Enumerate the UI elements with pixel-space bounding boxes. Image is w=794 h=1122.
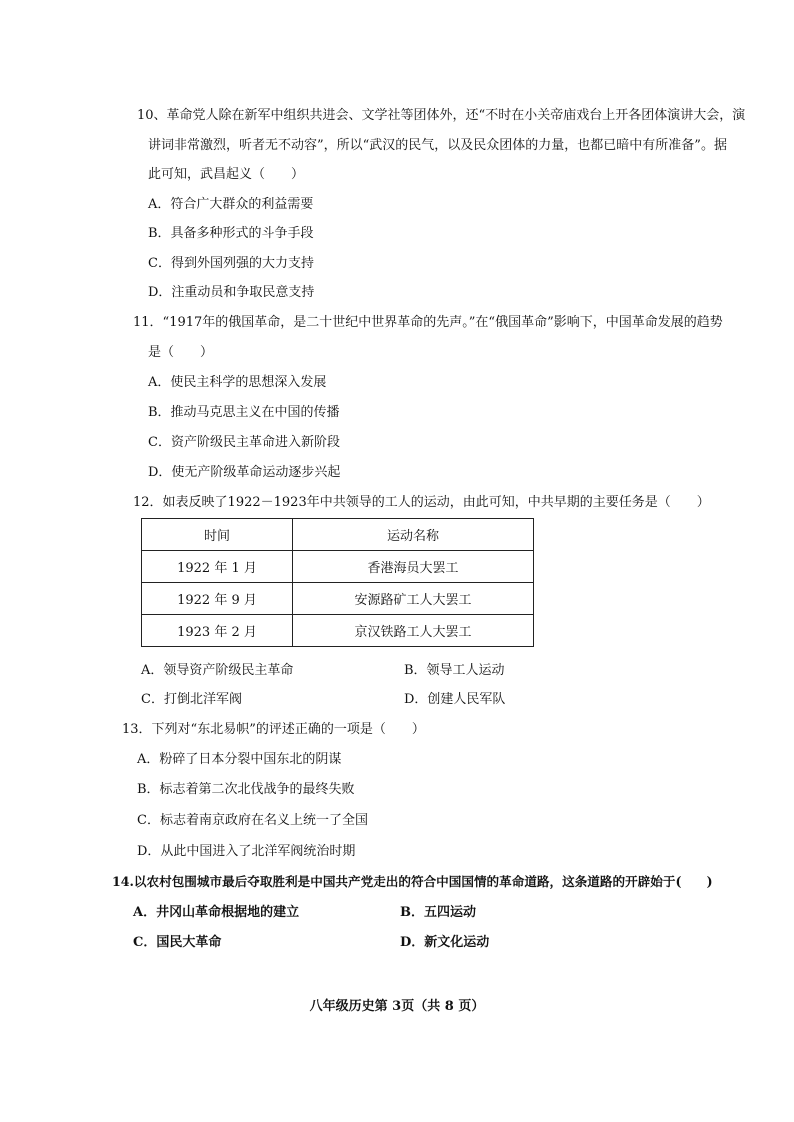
q14-option-d: D．新文化运动 bbox=[400, 935, 490, 950]
q12-option-d: D．创建人民军队 bbox=[404, 692, 506, 707]
table-cell-movement: 安源路矿工人大罢工 bbox=[293, 583, 534, 615]
q10-option-a: A．符合广大群众的利益需要 bbox=[148, 197, 314, 212]
q10-stem-line1: 10、革命党人除在新军中组织共进会、文学社等团体外，还“不时在小关帝庙戏台上开各团体演讲大会，演 bbox=[137, 108, 746, 123]
q10-option-c: C．得到外国列强的大力支持 bbox=[148, 256, 314, 271]
q13-option-c: C．标志着南京政府在名义上统一了全国 bbox=[137, 813, 368, 828]
q11-option-b: B．推动马克思主义在中国的传播 bbox=[148, 405, 340, 420]
q11-option-a: A．使民主科学的思想深入发展 bbox=[148, 375, 327, 390]
q11-option-c: C．资产阶级民主革命进入新阶段 bbox=[148, 435, 340, 450]
q10-option-d: D．注重动员和争取民意支持 bbox=[148, 285, 315, 300]
labor-movement-table bbox=[141, 518, 534, 647]
q11-stem-line1: 11．“1917年的俄国革命，是二十世纪中世界革命的先声。”在“俄国革命”影响下，中国革命发展的趋势 bbox=[133, 315, 723, 330]
q13-option-d: D．从此中国进入了北洋军阀统治时期 bbox=[137, 844, 356, 859]
q14-stem-line1: 14.以农村包围城市最后夺取胜利是中国共产党走出的符合中国国情的革命道路，这条道路的开辟始于( ) bbox=[112, 874, 713, 889]
q14-option-c: C．国民大革命 bbox=[133, 935, 222, 950]
table-cell-time: 1922 年 1 月 bbox=[142, 551, 293, 583]
table-header-movement: 运动名称 bbox=[293, 519, 534, 551]
q14-option-a: A．井冈山革命根据地的建立 bbox=[133, 905, 300, 920]
q12-option-a: A．领导资产阶级民主革命 bbox=[141, 663, 294, 678]
q12-option-b: B．领导工人运动 bbox=[404, 663, 505, 678]
q11-stem-line2: 是（ ） bbox=[148, 345, 214, 360]
page-footer: 八年级历史第 3页（共 8 页） bbox=[309, 999, 485, 1014]
q13-option-b: B．标志着第二次北伐战争的最终失败 bbox=[137, 782, 355, 797]
table-cell-time: 1922 年 9 月 bbox=[142, 583, 293, 615]
q10-stem-line3: 此可知，武昌起义（ ） bbox=[148, 167, 305, 182]
q10-option-b: B．具备多种形式的斗争手段 bbox=[148, 226, 314, 241]
q11-option-d: D．使无产阶级革命运动逐步兴起 bbox=[148, 465, 341, 480]
q13-option-a: A．粉碎了日本分裂中国东北的阴谋 bbox=[137, 752, 342, 767]
table-row bbox=[142, 583, 534, 615]
q13-stem-line1: 13．下列对“东北易帜”的评述正确的一项是（ ） bbox=[122, 722, 425, 737]
table-cell-movement: 香港海员大罢工 bbox=[293, 551, 534, 583]
table-header-time: 时间 bbox=[142, 519, 293, 551]
table-header-row bbox=[142, 519, 534, 551]
table-cell-movement: 京汉铁路工人大罢工 bbox=[293, 615, 534, 647]
table-row bbox=[142, 615, 534, 647]
table-cell-time: 1923 年 2 月 bbox=[142, 615, 293, 647]
q12-stem-line1: 12．如表反映了1922－1923年中共领导的工人的运动，由此可知，中共早期的主要任务是（ ） bbox=[133, 495, 710, 510]
table-row bbox=[142, 551, 534, 583]
q14-option-b: B．五四运动 bbox=[400, 905, 476, 920]
q12-option-c: C．打倒北洋军阀 bbox=[141, 692, 242, 707]
q10-stem-line2: 讲词非常激烈，听者无不动容”，所以“武汉的民气，以及民众团体的力量，也都已暗中有所准备”。据 bbox=[148, 138, 727, 153]
